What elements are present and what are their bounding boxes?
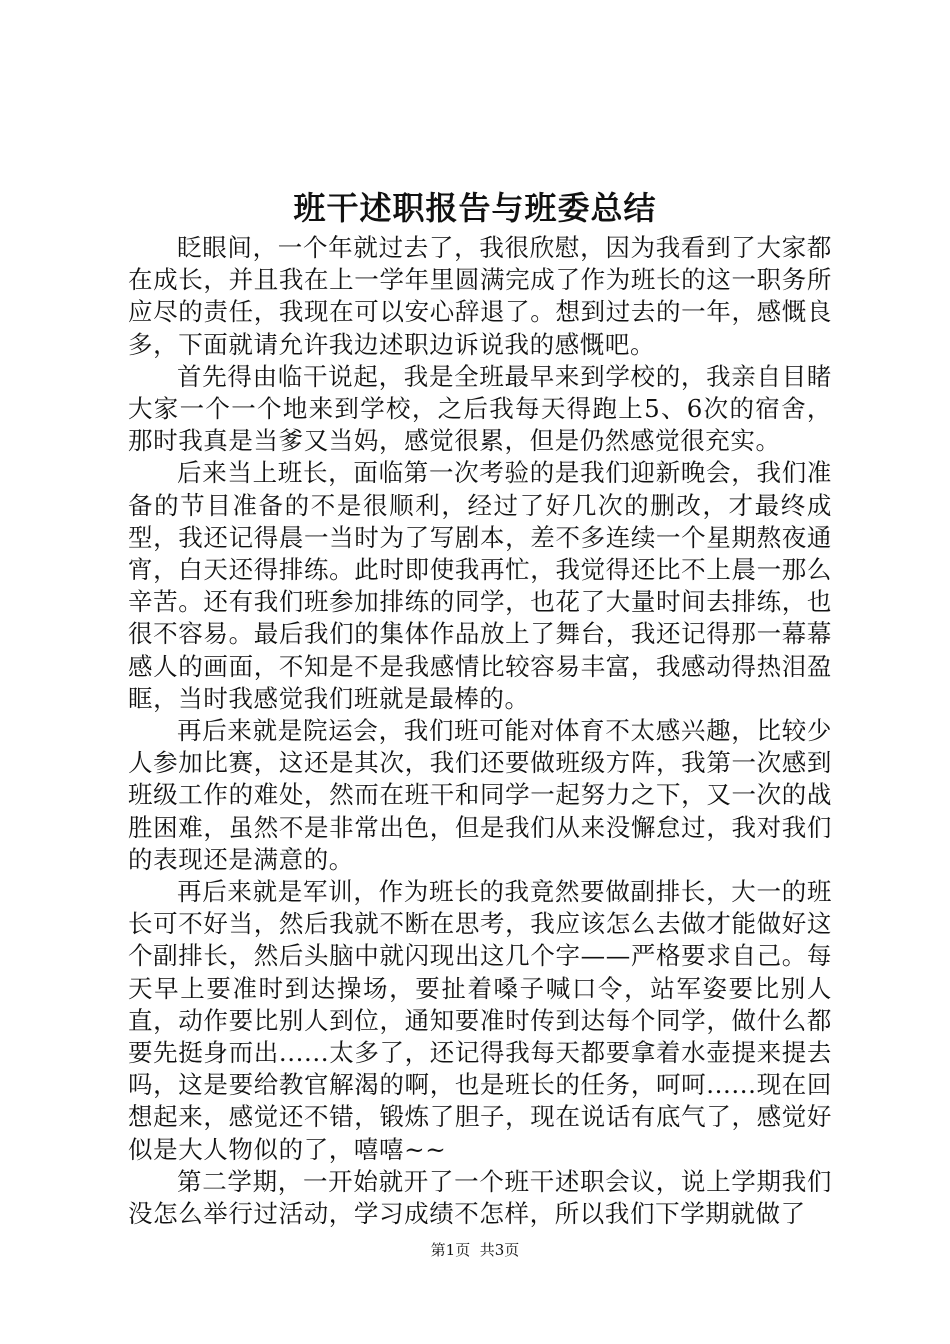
document-title: 班干述职报告与班委总结 (293, 189, 657, 227)
paragraph: 首先得由临干说起，我是全班最早来到学校的，我亲自目睹大家一个一个地来到学校，之后我每天得跑上5、6次的宿舍，那时我真是当爹又当妈，感觉很累，但是仍然感觉很充实。 (128, 361, 832, 456)
paragraph: 再后来就是院运会，我们班可能对体育不太感兴趣，比较少人参加比赛，这还是其次，我们还要做班级方阵，我第一次感到班级工作的难处，然而在班干和同学一起努力之下，又一次的战胜困难，虽然不是非常出色，但是我们从来没懈怠过，我对我们的表现还是满意的。 (128, 716, 832, 874)
page-total: 共3页 (479, 1241, 520, 1259)
page-number: 第1页 (430, 1241, 471, 1259)
paragraph: 眨眼间，一个年就过去了，我很欣慰，因为我看到了大家都在成长，并且我在上一学年里圆满完成了作为班长的这一职务所应尽的责任，我现在可以安心辞退了。想到过去的一年，感慨良多，下面就请允许我边述职边诉说我的感慨吧。 (128, 233, 832, 359)
document-body (128, 232, 832, 1230)
paragraph: 第二学期，一开始就开了一个班干述职会议，说上学期我们没怎么举行过活动，学习成绩不怎样，所以我们下学期就做了 (128, 1166, 832, 1229)
page-footer (0, 1240, 950, 1260)
paragraph: 后来当上班长，面临第一次考验的是我们迎新晚会，我们准备的节目准备的不是很顺利，经过了好几次的删改，才最终成型，我还记得晨一当时为了写剧本，差不多连续一个星期熬夜通宵，白天还得排练。此时即使我再忙，我觉得还比不上晨一那么辛苦。还有我们班参加排练的同学，也花了大量时间去排练，也很不容易。最后我们的集体作品放上了舞台，我还记得那一幕幕感人的画面，不知是不是我感情比较容易丰富，我感动得热泪盈眶，当时我感觉我们班就是最棒的。 (128, 458, 832, 713)
paragraph: 再后来就是军训，作为班长的我竟然要做副排长，大一的班长可不好当，然后我就不断在思考，我应该怎么去做才能做好这个副排长，然后头脑中就闪现出这几个字——严格要求自己。每天早上要准时到达操场，要扯着嗓子喊口令，站军姿要比别人直，动作要比别人到位，通知要准时传到达每个同学，做什么都要先挺身而出......太多了，还记得我每天都要拿着水壶提来提去吗，这是要给教官解渴的啊，也是班长的任务，呵呵......现在回想起来，感觉还不错，锻炼了胆子，现在说话有底气了，感觉好似是大人物似的了，嘻嘻~~ (128, 877, 832, 1164)
